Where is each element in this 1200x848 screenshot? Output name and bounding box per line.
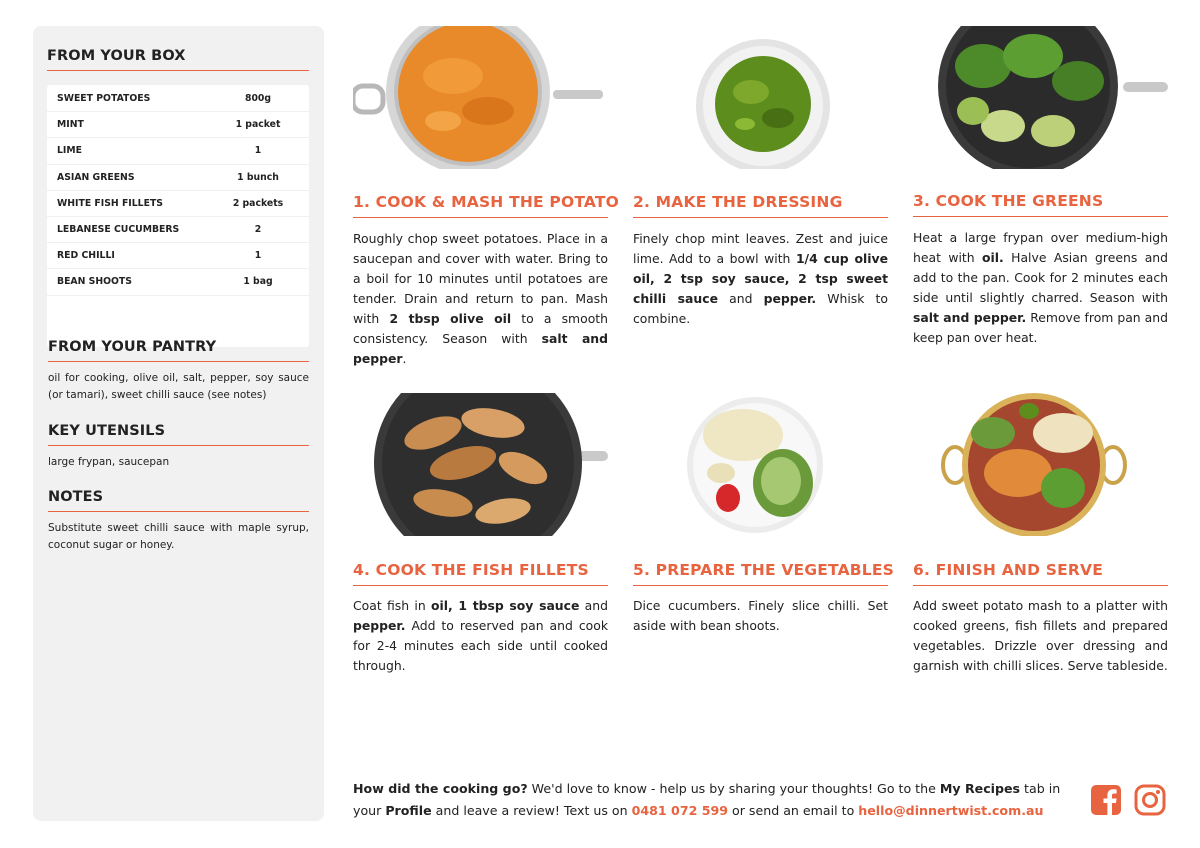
step-4-title: 4. COOK THE FISH FILLETS [353,561,608,586]
step-6-body [913,596,1168,676]
step-3-image [913,26,1168,169]
facebook-icon[interactable] [1090,784,1122,820]
step-text: to a smooth consistency. Season with [353,311,608,346]
bold-ingredient-text: pepper. [353,618,406,633]
step-1-title: 1. COOK & MASH THE POTATO [353,193,608,218]
box-title: FROM YOUR BOX [47,48,309,71]
step-1-image [353,26,608,169]
ingredient-qty: 1 [254,145,262,157]
email-link[interactable]: hello@dinnertwist.com.au [858,803,1044,818]
footer-text: and leave a review! Text us on [431,803,632,818]
notes-text: Substitute sweet chilli sauce with maple syrup, coconut sugar or honey. [48,522,309,551]
bold-ingredient-text: salt and pepper. [913,310,1027,325]
step-5-image [633,393,888,536]
step-text: Coat fish in [353,598,432,613]
ingredients-sidebar [33,26,324,821]
step-6-image [913,393,1168,536]
notes-section [48,489,309,554]
pantry-text: oil for cooking, olive oil, salt, pepper, soy sauce (or tamari), sweet chilli sauce (see notes) [48,372,309,401]
ingredient-name: LEBANESE CUCUMBERS [57,224,180,236]
footer-text: or send an email to [728,803,859,818]
step-2-image [633,26,888,169]
ingredient-row [47,165,309,191]
ingredient-qty: 1 bag [243,276,273,288]
step-1-body [353,229,608,369]
step-2-title: 2. MAKE THE DRESSING [633,193,888,218]
bold-ingredient-text: oil, 1 tbsp soy sauce [431,598,580,613]
utensils-title: KEY UTENSILS [48,423,309,446]
step-4-image [353,393,608,536]
footer-text: Profile [385,803,432,818]
step-text: and [717,291,764,306]
step-5-body [633,596,888,636]
step-text: Roughly chop sweet potatoes. Place in a saucepan and cover with water. Bring to a boil for 10 minutes until potatoes are tender. Drain and return to pan. Mash with [353,231,608,326]
bold-ingredient-text: 2 tbsp olive oil [389,311,512,326]
ingredient-name: RED CHILLI [57,250,115,262]
step-text: . [402,351,407,366]
ingredient-qty: 800g [244,93,272,105]
step-text: Finely chop mint leaves. Zest and juice lime. Add to a bowl with [633,231,888,266]
step-text: Dice cucumbers. Finely slice chilli. Set aside with bean shoots. [633,598,888,633]
ingredient-qty: 1 [254,250,262,262]
pantry-section [48,339,309,404]
ingredient-name: MINT [57,119,84,131]
ingredient-row [47,86,309,112]
footer-text: My Recipes [939,781,1021,796]
bold-ingredient-text: 1/4 cup olive oil, 2 tsp soy sauce, 2 tsp sweet chilli sauce [633,251,889,306]
step-text: Whisk to combine. [633,291,888,326]
ingredient-row [47,112,309,138]
ingredient-name: WHITE FISH FILLETS [57,197,163,209]
phone-link[interactable]: 0481 072 599 [631,803,729,818]
footer-text: How did the cooking go? [353,781,528,796]
ingredient-row [47,191,309,217]
step-text: Remove from pan and keep pan over heat. [913,310,1168,345]
footer-text: tab in your [353,781,1061,818]
step-3-title: 3. COOK THE GREENS [913,192,1168,217]
utensils-section [48,423,309,471]
ingredient-name: LIME [57,145,82,157]
ingredient-row [47,243,309,269]
step-5-title: 5. PREPARE THE VEGETABLES [633,561,888,586]
pantry-title: FROM YOUR PANTRY [48,339,309,362]
box-ingredients-table [47,85,309,347]
ingredient-row [47,138,309,164]
ingredient-qty: 2 packets [232,197,284,209]
footer-text: We'd love to know - help us by sharing your thoughts! Go to the [527,781,940,796]
step-text: Add to reserved pan and cook for 2-4 minutes each side until cooked through. [353,618,608,673]
bold-ingredient-text: oil. [982,250,1004,265]
step-text: and [579,598,608,613]
ingredient-row [47,269,309,295]
ingredient-qty: 2 [254,224,262,236]
step-text: Heat a large frypan over medium-high heat with [913,230,1168,265]
step-2-body [633,229,888,329]
ingredient-qty: 1 bunch [237,171,279,183]
instagram-icon[interactable] [1134,784,1166,820]
notes-title: NOTES [48,489,309,512]
ingredient-row [47,217,309,243]
step-3-body [913,228,1168,348]
bold-ingredient-text: pepper. [763,291,817,306]
step-text: Halve Asian greens and add to the pan. Cook for 2 minutes each side until slightly charred. Season with [913,250,1169,305]
feedback-footer [353,778,1073,822]
ingredient-name: BEAN SHOOTS [57,276,132,288]
ingredient-qty: 1 packet [235,119,281,131]
ingredient-name: ASIAN GREENS [57,171,135,183]
bold-ingredient-text: salt and pepper [353,331,608,366]
utensils-text: large frypan, saucepan [48,456,170,468]
step-text: Add sweet potato mash to a platter with cooked greens, fish fillets and prepared vegetables. Drizzle over dressing and garnish with chilli slices. Serve tableside. [913,598,1168,673]
step-6-title: 6. FINISH AND SERVE [913,561,1168,586]
ingredient-name: SWEET POTATOES [57,93,151,105]
step-4-body [353,596,608,676]
